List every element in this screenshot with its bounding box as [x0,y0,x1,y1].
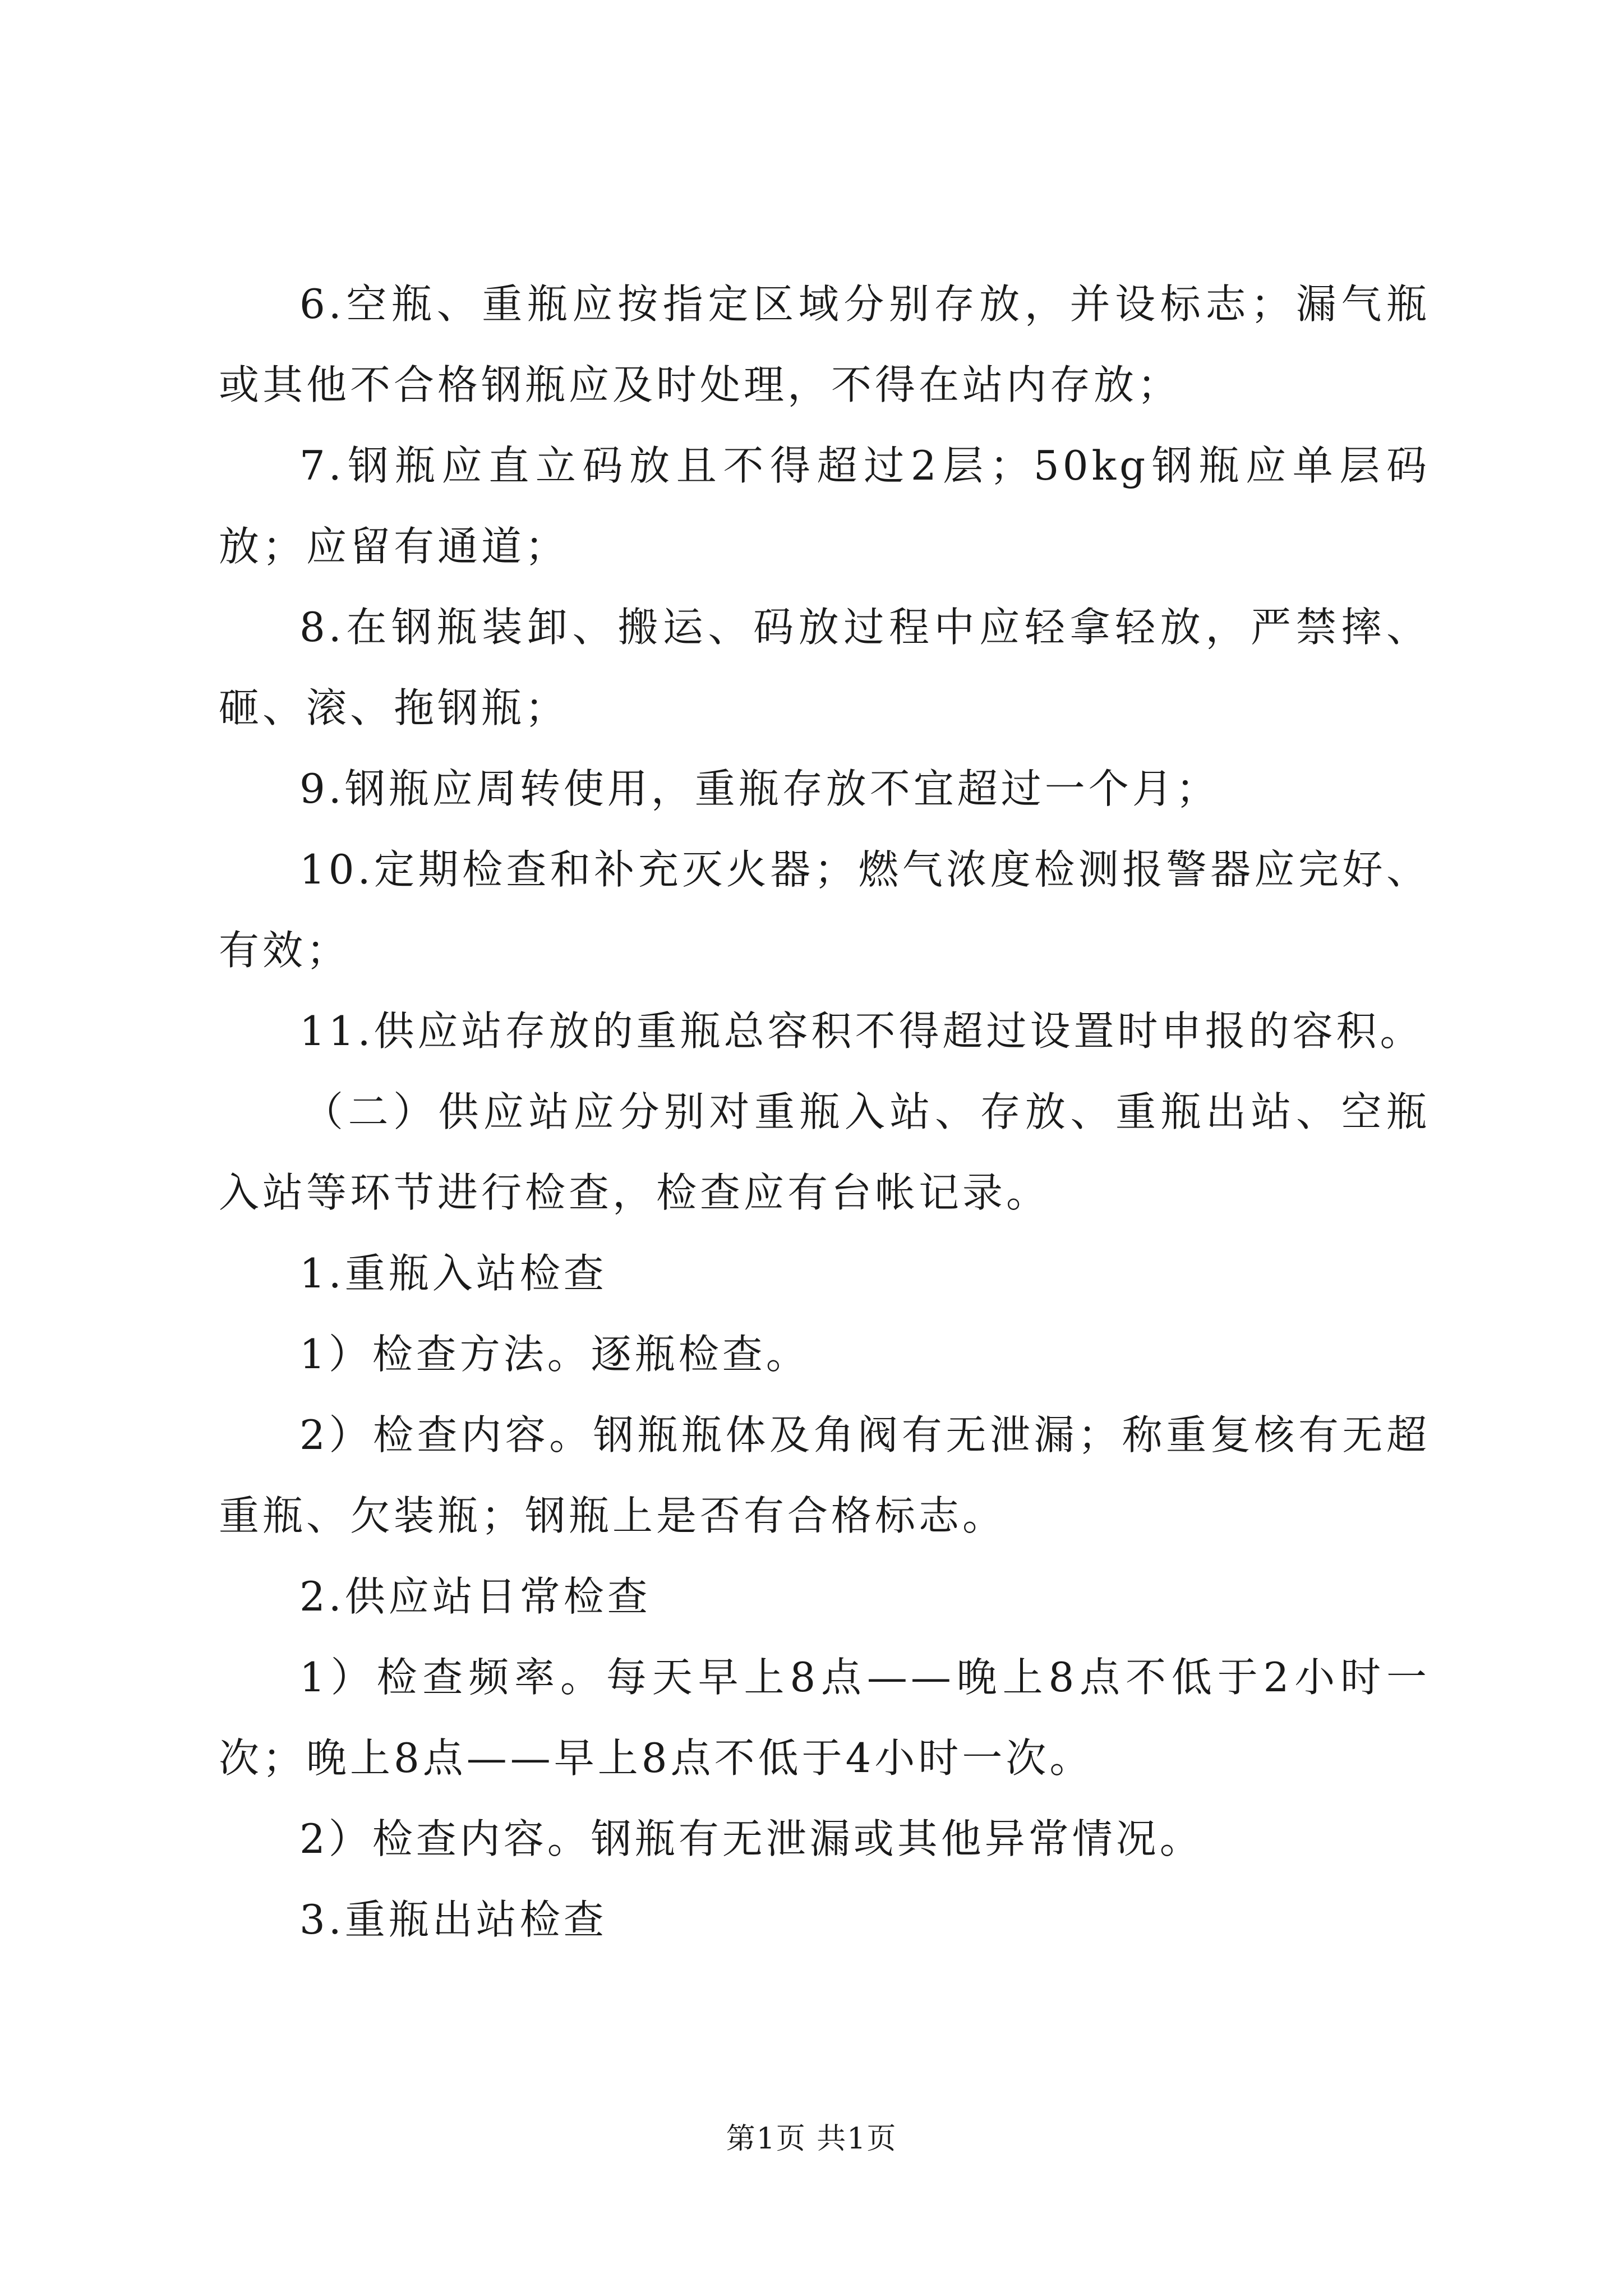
document-body [219,264,1430,1960]
paragraph: 2）检查内容。钢瓶有无泄漏或其他异常情况。 [299,1815,1204,1862]
paragraph: 1）检查方法。逐瓶检查。 [299,1331,810,1378]
paragraph: 1.重瓶入站检查 [299,1250,607,1297]
paragraph: 9.钢瓶应周转使用，重瓶存放不宜超过一个月； [299,765,1220,812]
paragraph: 1）检查频率。每天早上8点——晚上8点不低于2小时一次；晚上8点——早上8点不低于4小时一次。 [219,1654,1430,1782]
section-heading: （二）供应站应分别对重瓶入站、存放、重瓶出站、空瓶入站等环节进行检查，检查应有台帐记录。 [219,1088,1430,1216]
paragraph: 7.钢瓶应直立码放且不得超过2层；50kg钢瓶应单层码放；应留有通道； [219,442,1430,570]
page-footer: 第1页 共1页 [726,2122,897,2156]
paragraph: 10.定期检查和补充灭火器；燃气浓度检测报警器应完好、有效； [219,846,1430,974]
paragraph: 6.空瓶、重瓶应按指定区域分别存放，并设标志；漏气瓶或其他不合格钢瓶应及时处理，不得在站内存放； [219,280,1430,408]
paragraph: 3.重瓶出站检查 [299,1896,607,1943]
paragraph: 2）检查内容。钢瓶瓶体及角阀有无泄漏；称重复核有无超重瓶、欠装瓶；钢瓶上是否有合格标志。 [219,1411,1430,1539]
paragraph: 11.供应站存放的重瓶总容积不得超过设置时申报的容积。 [299,1007,1424,1055]
paragraph: 8.在钢瓶装卸、搬运、码放过程中应轻拿轻放，严禁摔、砸、滚、拖钢瓶； [219,604,1430,731]
paragraph: 2.供应站日常检查 [299,1573,651,1620]
